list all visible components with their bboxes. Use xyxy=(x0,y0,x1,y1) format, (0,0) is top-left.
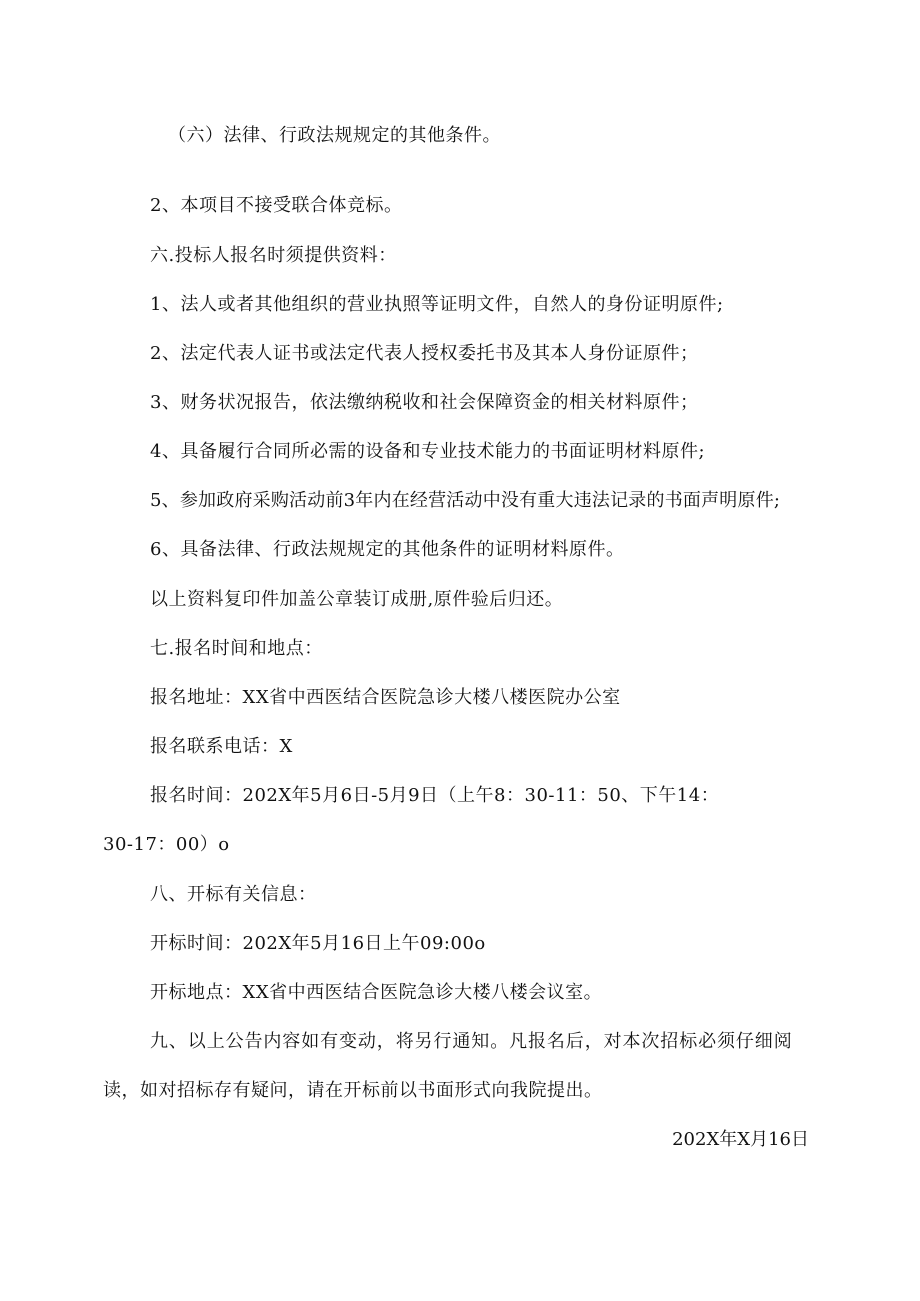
opening-location: 开标地点：XX省中西医结合医院急诊大楼八楼会议室。 xyxy=(150,982,603,1003)
document-date: 202X年X月16日 xyxy=(672,1129,809,1150)
registration-phone: 报名联系电话：X xyxy=(150,736,293,757)
section-heading-7: 七.报名时间和地点： xyxy=(150,638,323,659)
paragraph-copies-note: 以上资料复印件加盖公章装订成册,原件验后归还。 xyxy=(150,589,564,610)
list-item-3: 3、财务状况报告，依法缴纳税收和社会保障资金的相关材料原件； xyxy=(150,392,699,413)
registration-address: 报名地址：XX省中西医结合医院急诊大楼八楼医院办公室 xyxy=(150,687,621,708)
section-9-paragraph: 九、以上公告内容如有变动，将另行通知。凡报名后，对本次招标必须仔细阅 xyxy=(150,1031,793,1052)
registration-time: 报名时间：202X年5月6日-5月9日（上午8：30-11：50、下午14： xyxy=(150,785,720,806)
list-item-2: 2、法定代表人证书或法定代表人授权委托书及其本人身份证原件； xyxy=(150,343,699,364)
list-item-1: 1、法人或者其他组织的营业执照等证明文件，自然人的身份证明原件; xyxy=(150,294,724,315)
list-item-5: 5、参加政府采购活动前3年内在经营活动中没有重大违法记录的书面声明原件; xyxy=(150,490,781,511)
registration-time-continued: 30-17：00）o xyxy=(103,834,230,855)
section-heading-8: 八、开标有关信息： xyxy=(150,884,317,905)
opening-time: 开标时间：202X年5月16日上午09:00o xyxy=(150,933,486,954)
list-item-6: 6、具备法律、行政法规规定的其他条件的证明材料原件。 xyxy=(150,539,625,560)
paragraph-no-consortium: 2、本项目不接受联合体竞标。 xyxy=(150,195,403,216)
paragraph-conditions-6: （六）法律、行政法规规定的其他条件。 xyxy=(168,125,501,146)
section-heading-6: 六.投标人报名时须提供资料： xyxy=(150,245,397,266)
list-item-4: 4、具备履行合同所必需的设备和专业技术能力的书面证明材料原件; xyxy=(150,441,706,462)
section-9-paragraph-continued: 读，如对招标存有疑问，请在开标前以书面形式向我院提出。 xyxy=(103,1080,603,1101)
